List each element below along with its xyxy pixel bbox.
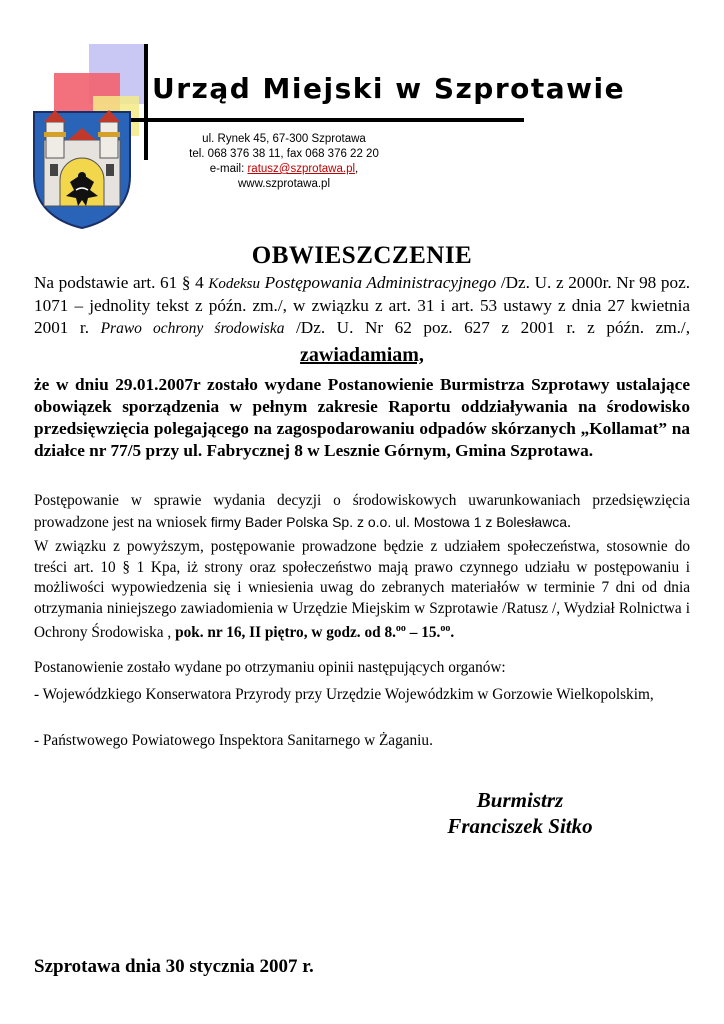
address-line: ul. Rynek 45, 67-300 Szprotawa — [202, 133, 366, 145]
email-link[interactable]: ratusz@szprotawa.pl — [247, 163, 356, 175]
town-coat-of-arms-icon — [30, 106, 134, 230]
website-line: www.szprotawa.pl — [237, 178, 331, 190]
legal-basis-text-2: /Dz. U. z 2000r. Nr 98 poz. 1071 – jednolity tekst z późn. zm./, w związku z art. 31 i art. 53 ustawy z dnia 27 kwietnia 2001 r. — [34, 273, 691, 337]
header-horizontal-rule — [130, 118, 524, 122]
opinion-item-sanitary-inspector: - Państwowego Powiatowego Inspektora Sanitarnego w Żaganiu. — [34, 732, 433, 749]
phone-line: tel. 068 376 38 11, fax 068 376 22 20 — [189, 148, 379, 160]
procedure-paragraph — [34, 491, 690, 533]
opinion-item-conservator: - Wojewódzkiego Konserwatora Przyrody przy Urzędzie Wojewódzkim w Gorzowie Wielkopolskim, — [34, 686, 654, 703]
office-name: Urząd Miejski w Szprotawie — [152, 72, 626, 105]
legal-basis-act-name: Prawo ochrony środowiska — [100, 320, 285, 337]
office-address-block — [150, 132, 418, 192]
legal-basis-code-word: Kodeksu — [208, 276, 261, 292]
legal-basis-text-1: Na podstawie art. 61 § 4 — [34, 273, 209, 292]
email-suffix: , — [355, 163, 359, 175]
notify-heading: zawiadamiam, — [300, 344, 424, 366]
office-hours-sup-2: oo — [440, 623, 451, 634]
email-label: e-mail: — [209, 163, 248, 175]
legal-basis-code-name: Postępowania Administracyjnego — [260, 273, 497, 292]
procedure-end: . — [567, 513, 571, 531]
date-line: Szprotawa dnia 30 stycznia 2007 r. — [34, 956, 314, 977]
participation-paragraph — [34, 537, 690, 644]
office-hours-sup-1: oo — [395, 623, 406, 634]
opinions-intro: Postanowienie zostało wydane po otrzymaniu opinii następujących organów: — [34, 659, 506, 676]
procedure-applicant: firmy Bader Polska Sp. z o.o. ul. Mostowa 1 z Bolesławca — [210, 513, 568, 530]
legal-basis-paragraph — [34, 272, 690, 340]
header-vertical-rule — [144, 44, 148, 160]
legal-basis-text-3: /Dz. U. Nr 62 poz. 627 z 2001 r. z późn. zm./, — [284, 318, 690, 337]
main-decision-paragraph: że w dniu 29.01.2007r zostało wydane Postanowienie Burmistrza Szprotawy ustalające obowiązek sporządzenia w pełnym zakresie Raportu oddziaływania na środowisko przedsięwzięcia polegającego na zagospodarowaniu odpadów skórzanych „Kollamat” na działce nr 77/5 przy ul. Fabrycznej 8 w Lesznie Górnym, Gmina Szprotawa. — [34, 375, 690, 460]
procedure-text: Postępowanie w sprawie wydania decyzji o środowiskowych uwarunkowaniach przedsięwzięcia prowadzone jest na wniosek — [34, 492, 690, 531]
signature-role: Burmistrz — [476, 788, 564, 812]
office-hours-part-3: . — [450, 624, 455, 642]
office-hours-part-2: – 15. — [405, 624, 441, 642]
signature-name: Franciszek Sitko — [447, 814, 593, 838]
email-line — [150, 162, 418, 177]
participation-text: W związku z powyższym, postępowanie prowadzone będzie z udziałem społeczeństwa, stosownie do treści art. 10 § 1 Kpa, iż strony oraz społeczeństwo mają prawo czynnego udziału w postępowaniu i możliwości wypowiedzenia się i wniesienia uwag do zebranych materiałów w terminie 7 dni od dnia otrzymania niniejszego zawiadomienia w Urzędzie Miejskim w Szprotawie /Ratusz /, Wydział Rolnictwa i Ochrony Środowiska , — [34, 538, 690, 642]
document-title: OBWIESZCZENIE — [251, 242, 473, 269]
office-hours-part-1: pok. nr 16, II piętro, w godz. od 8. — [175, 624, 396, 642]
